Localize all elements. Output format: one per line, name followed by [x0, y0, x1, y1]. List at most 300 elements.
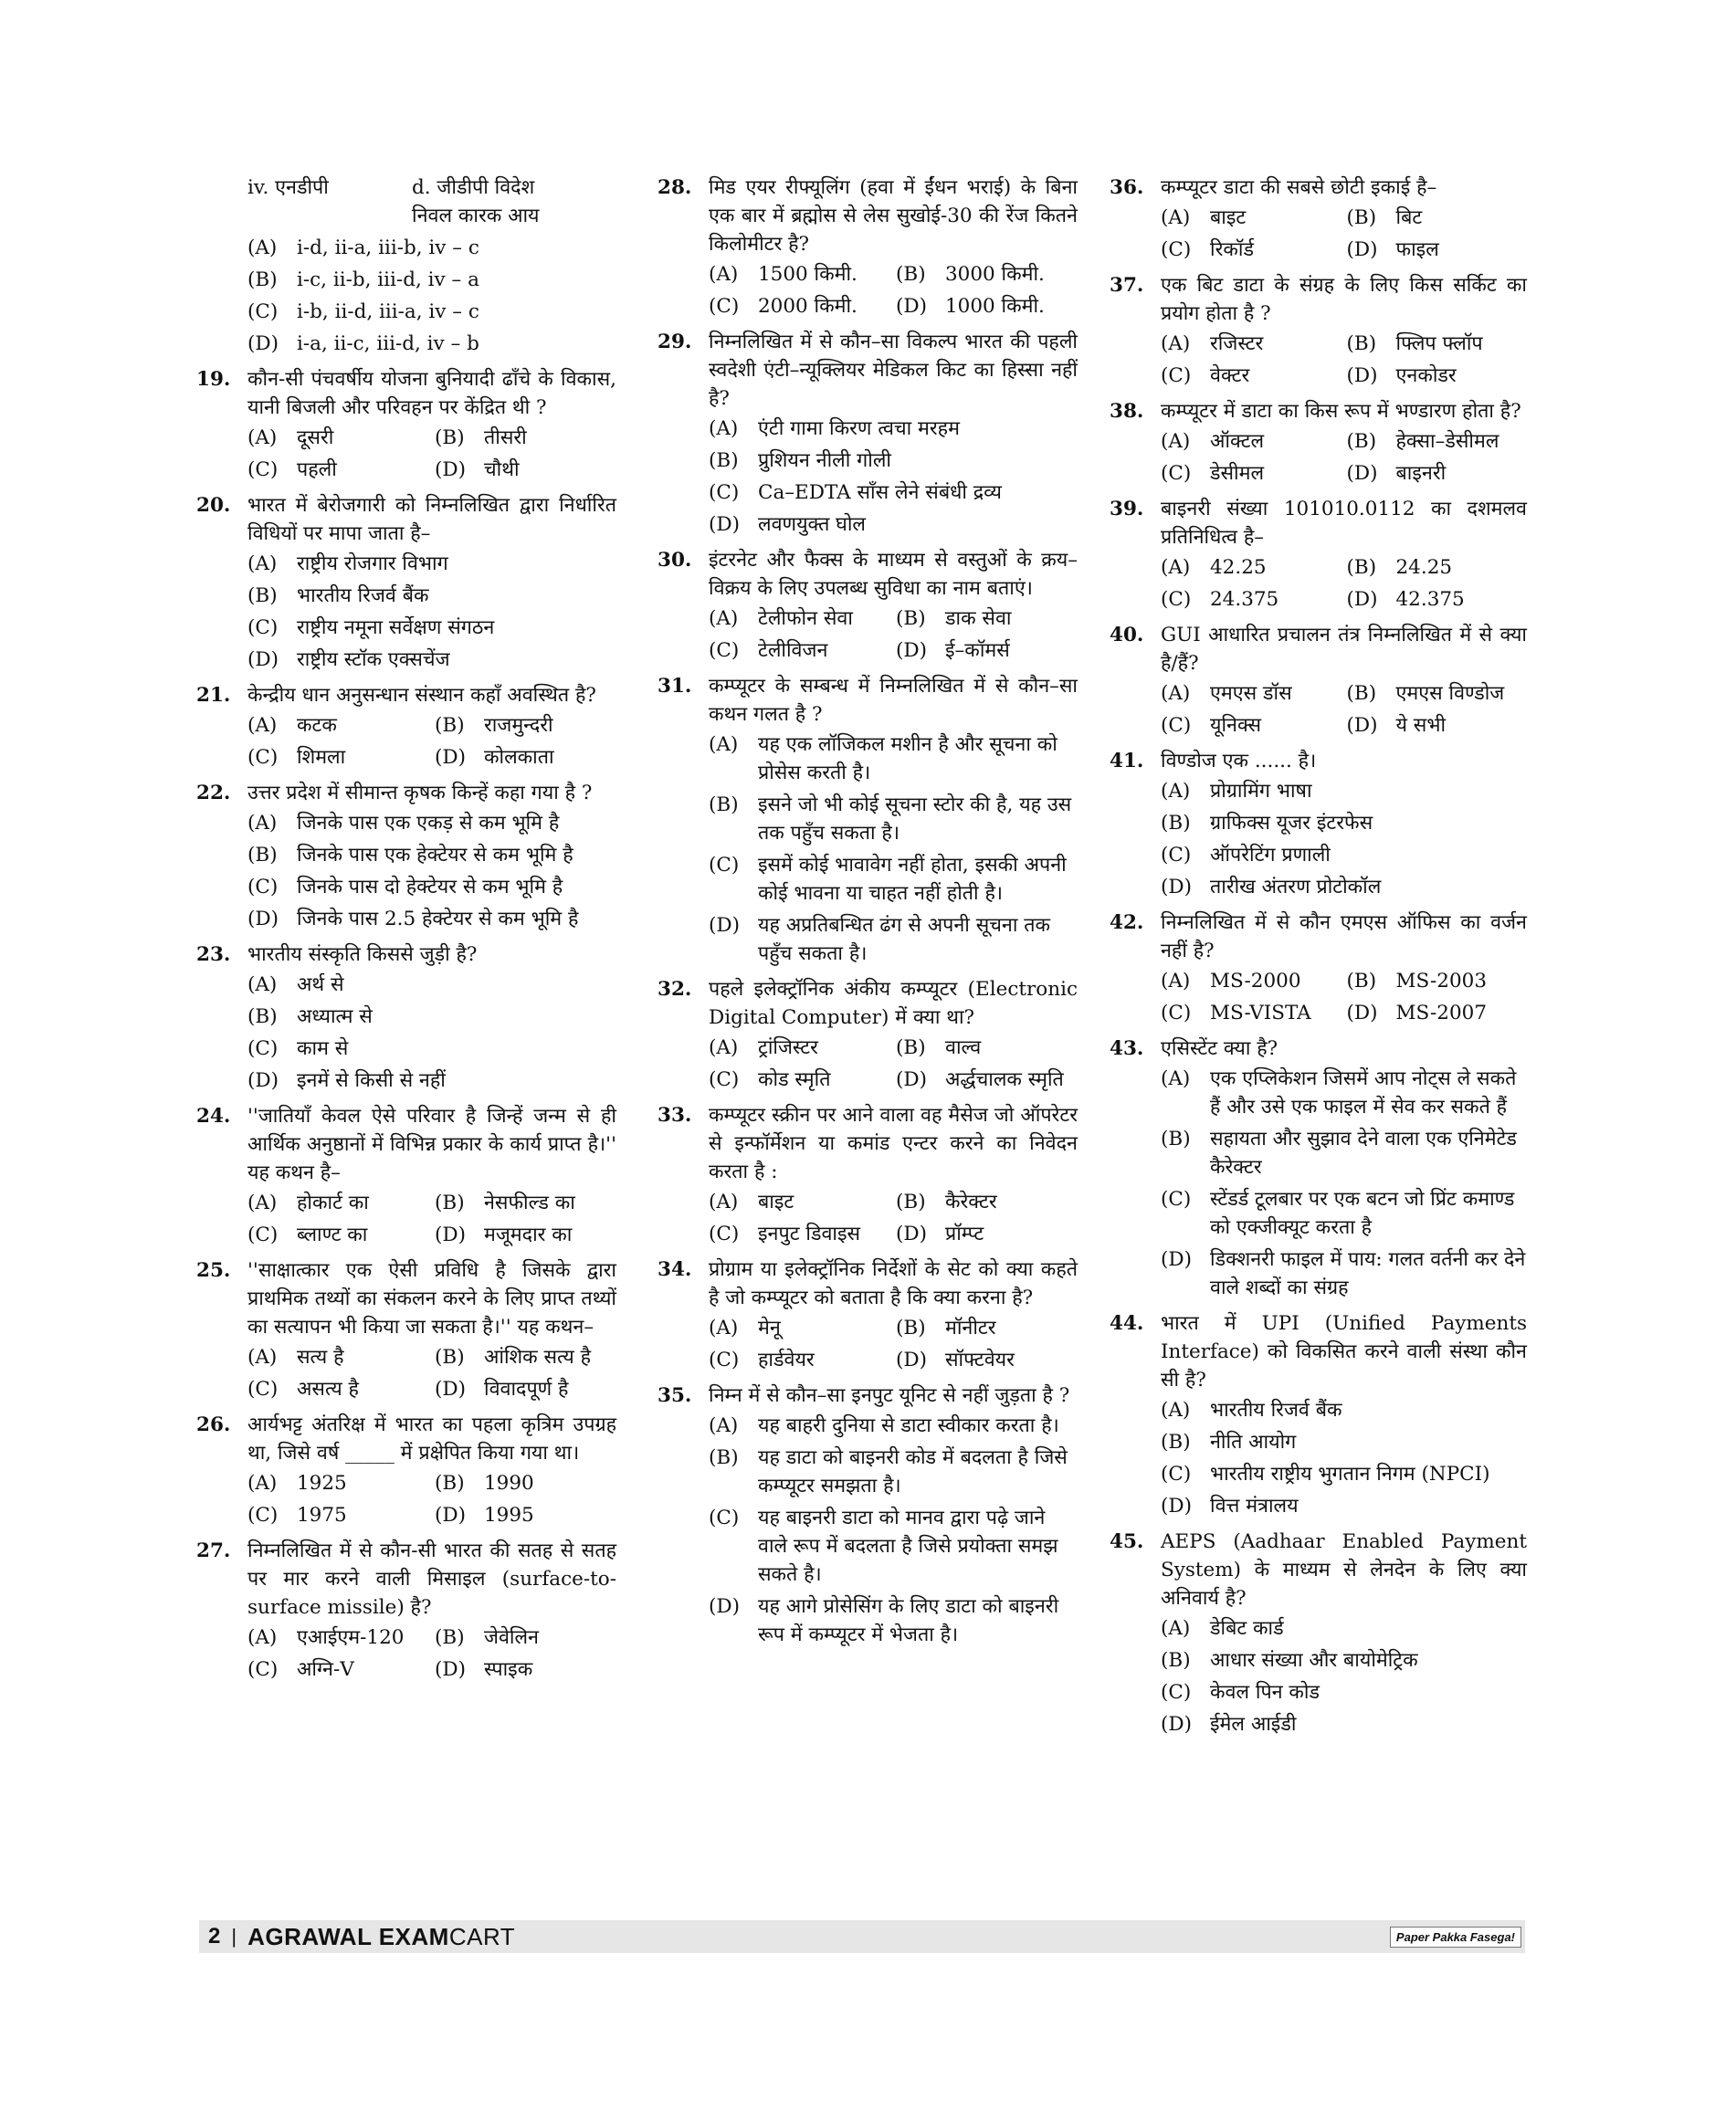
- option-label: (B): [1161, 1128, 1191, 1150]
- option: [1161, 1428, 1527, 1456]
- option-text: अर्थ से: [297, 973, 344, 996]
- options: [1161, 427, 1527, 488]
- option: [247, 809, 616, 837]
- option-text: कोड स्मृति: [758, 1068, 831, 1091]
- option-label: (A): [709, 1317, 739, 1339]
- option: [896, 1034, 1078, 1062]
- option: [247, 1343, 429, 1371]
- question-number: 21.: [196, 684, 231, 707]
- question-text: ''जातियाँ केवल ऐसे परिवार है जिन्हें जन्म से ही आर्थिक अनुष्ठानों में विभिन्न प्रकार के कार्य प्राप्त है।'' यह कथन है–: [247, 1105, 616, 1184]
- option: [247, 905, 616, 933]
- options: [709, 1412, 1078, 1649]
- option: [247, 743, 429, 772]
- option-text: Ca–EDTA साँस लेने संबंधी द्रव्य: [758, 481, 1002, 504]
- option-label: (B): [709, 449, 739, 472]
- option-label: (B): [435, 1192, 465, 1214]
- brand-bold: AGRAWAL: [247, 1922, 379, 1950]
- options: [709, 415, 1078, 539]
- option: [247, 1189, 429, 1217]
- option: [896, 1314, 1078, 1342]
- question-number: 36.: [1110, 176, 1144, 199]
- question-28: [658, 173, 1078, 320]
- question-text: भारत में बेरोजगारी को निम्नलिखित द्वारा निर्धारित विधियों पर मापा जाता है–: [247, 494, 616, 545]
- option-label: (D): [1161, 1495, 1193, 1518]
- option-label: (A): [709, 1036, 739, 1059]
- option-label: (C): [709, 1507, 740, 1529]
- option: [1347, 362, 1528, 390]
- option-label: (A): [709, 1191, 739, 1213]
- option-label: (D): [896, 1349, 928, 1371]
- option-label: (D): [896, 295, 928, 318]
- option-text: इनमें से किसी से नहीं: [297, 1069, 446, 1092]
- option-label: (B): [435, 1472, 465, 1495]
- option-text: हेक्सा–डेसीमल: [1395, 430, 1499, 453]
- option-label: (C): [247, 746, 279, 769]
- option: [435, 743, 616, 772]
- option: [1161, 999, 1341, 1027]
- question-24: [196, 1102, 616, 1249]
- option-label: (C): [247, 1224, 279, 1246]
- option-label: (C): [1161, 238, 1192, 261]
- option-label: (C): [1161, 588, 1192, 611]
- option-text: वेक्टर: [1210, 364, 1250, 387]
- question-29: [658, 328, 1078, 539]
- option-label: (B): [435, 426, 465, 449]
- option-text: शिमला: [297, 746, 346, 769]
- option: [247, 1655, 429, 1684]
- options: [709, 260, 1078, 320]
- option-label: (D): [247, 908, 279, 930]
- column-3: [1110, 173, 1527, 1746]
- option-text: पहली: [297, 458, 337, 481]
- brand-logo: [247, 1923, 515, 1951]
- q18-options: [196, 234, 616, 358]
- option: [247, 1066, 616, 1095]
- option-text: इनपुट डिवाइस: [758, 1223, 861, 1245]
- option-text: एक एप्लिकेशन जिसमें आप नोट्स ले सकते हैं और उसे एक फाइल में सेव कर सकते हैं: [1210, 1067, 1517, 1119]
- option: [247, 1221, 429, 1249]
- option-text: जिनके पास एक एकड़ से कम भूमि है: [297, 812, 560, 835]
- option-label: (B): [896, 1036, 926, 1059]
- option: [1347, 204, 1528, 232]
- option-text: 1990: [484, 1472, 534, 1495]
- options: [247, 1189, 616, 1249]
- option: [247, 873, 616, 901]
- option-label: (C): [247, 876, 279, 898]
- option-text: 1995: [484, 1504, 534, 1527]
- option-text: बाइट: [1210, 206, 1247, 229]
- option-text: राष्ट्रीय रोजगार विभाग: [297, 552, 448, 575]
- option-text: ग्राफिक्स यूजर इंटरफेस: [1210, 812, 1373, 835]
- option-label: (B): [1346, 682, 1377, 705]
- option-label: (B): [896, 263, 926, 286]
- option: [1161, 1065, 1527, 1121]
- option: [1161, 1678, 1527, 1707]
- option-text: रिकॉर्ड: [1210, 238, 1254, 261]
- option-text: होकार्ट का: [297, 1192, 369, 1214]
- option-label: (B): [709, 1446, 739, 1469]
- option-text: विवादपूर्ण है: [484, 1378, 569, 1401]
- option-text: जिनके पास दो हेक्टेयर से कम भूमि है: [297, 876, 563, 898]
- question-25: [196, 1256, 616, 1403]
- question-45: [1110, 1528, 1527, 1739]
- option-label: (C): [1161, 1188, 1192, 1211]
- option-label: (C): [709, 1349, 740, 1371]
- option-label: (D): [247, 1069, 279, 1092]
- question-number: 31.: [658, 675, 692, 698]
- options: [247, 711, 616, 772]
- option-label: (D): [435, 458, 467, 481]
- option: [709, 1346, 890, 1374]
- option-label: (C): [709, 1068, 740, 1091]
- option: [1161, 236, 1341, 264]
- option-label: (B): [896, 1317, 926, 1339]
- question-37: [1110, 271, 1527, 390]
- option-text: टेलीफोन सेवा: [758, 607, 853, 630]
- question-27: [196, 1537, 616, 1684]
- question-text: कम्प्यूटर के सम्बन्ध में निम्नलिखित में से कौन–सा कथन गलत है ?: [709, 675, 1078, 726]
- question-text: GUI आधारित प्रचालन तंत्र निम्नलिखित में से क्या है/हैं?: [1161, 624, 1527, 675]
- options: [709, 1034, 1078, 1094]
- option-label: (D): [709, 1595, 741, 1618]
- option-text: 24.25: [1395, 556, 1453, 579]
- option: [247, 1623, 429, 1652]
- option: [247, 424, 429, 452]
- option-text: वित्त मंत्रालय: [1210, 1495, 1299, 1518]
- option-text: डेबिट कार्ड: [1210, 1617, 1284, 1640]
- question-number: 39.: [1110, 498, 1144, 520]
- option: [1161, 809, 1527, 837]
- question-number: 27.: [196, 1539, 231, 1562]
- option-label: (A): [247, 1472, 278, 1495]
- option: [435, 1343, 616, 1371]
- option: [1161, 204, 1341, 232]
- option-label: (A): [1161, 332, 1191, 355]
- question-number: 24.: [196, 1105, 231, 1128]
- option-label: (A): [709, 733, 739, 756]
- option: [435, 711, 616, 740]
- option: [1161, 1245, 1527, 1302]
- option: [896, 1066, 1078, 1094]
- option: [709, 636, 890, 665]
- option-label: (C): [1161, 844, 1192, 867]
- option-label: (B): [1161, 1431, 1191, 1454]
- footer-separator: |: [231, 1925, 237, 1948]
- option: [247, 1035, 616, 1063]
- option-text: भारतीय राष्ट्रीय भुगतान निगम (NPCI): [1210, 1463, 1490, 1486]
- option-text: तीसरी: [484, 426, 527, 449]
- option-label: (A): [709, 1414, 739, 1437]
- option: [709, 260, 890, 289]
- question-26: [196, 1411, 616, 1529]
- option-text: तारीख अंतरण प्रोटोकॉल: [1210, 876, 1382, 898]
- match-continuation: [196, 173, 616, 232]
- question-text: बाइनरी संख्या 101010.0112 का दशमलव प्रतिनिधित्व है–: [1161, 498, 1527, 549]
- option: [1161, 1492, 1527, 1520]
- option-label: (B): [1161, 1649, 1191, 1672]
- option: [1347, 459, 1528, 488]
- option-label: (A): [1161, 430, 1191, 453]
- option-text: एनकोडर: [1395, 364, 1457, 387]
- option-text: डेसीमल: [1210, 462, 1265, 485]
- option-label: (A): [247, 973, 278, 996]
- option-label: (B): [435, 1346, 465, 1369]
- option-label: (D): [1346, 238, 1378, 261]
- question-32: [658, 975, 1078, 1094]
- options: [1161, 1065, 1527, 1302]
- question-text: ''साक्षात्कार एक ऐसी प्रविधि है जिसके द्वारा प्राथमिक तथ्यों का संकलन करने के लिए प्राप्त तथ्यों का सत्यापन भी किया जा सकता है।'' यह कथन–: [247, 1259, 616, 1339]
- option: [896, 636, 1078, 665]
- option-text: राष्ट्रीय स्टॉक एक्सचेंज: [297, 648, 450, 671]
- option-text: ब्लाण्ट का: [297, 1224, 368, 1246]
- option-text: जेवेलिन: [484, 1626, 539, 1649]
- option: [709, 510, 1078, 539]
- option-text: ऑपरेटिंग प्रणाली: [1210, 844, 1331, 867]
- option: [435, 1221, 616, 1249]
- question-number: 33.: [658, 1104, 692, 1127]
- option-label: (D): [1346, 364, 1378, 387]
- option-label: (B): [1346, 430, 1377, 453]
- option-label: (B): [1161, 812, 1191, 835]
- option: [247, 1469, 429, 1497]
- option-label: (C): [709, 854, 740, 877]
- option-text: इसमें कोई भावावेग नहीं होता, इसकी अपनी कोई भावना या चाहत नहीं होती है।: [758, 854, 1067, 905]
- option-text: 24.375: [1210, 588, 1279, 611]
- option-text: सत्य है: [297, 1346, 344, 1369]
- option: [435, 1189, 616, 1217]
- options: [709, 730, 1078, 968]
- option-label: (D): [435, 746, 467, 769]
- option-text: काम से: [297, 1037, 349, 1060]
- option: [709, 1034, 890, 1062]
- option: [1161, 362, 1341, 390]
- option: [709, 1188, 890, 1216]
- option: [709, 730, 1078, 787]
- question-number: 34.: [658, 1258, 692, 1281]
- option-text: 1925: [297, 1472, 347, 1495]
- option: [1161, 459, 1341, 488]
- option-text: सहायता और सुझाव देने वाला एक एनिमेटेड कैरेक्टर: [1210, 1128, 1517, 1179]
- option: [896, 1346, 1078, 1374]
- option: [1161, 330, 1341, 358]
- match-left: iv. एनडीपी: [247, 176, 329, 199]
- question-text: मिड एयर रीफ्यूलिंग (हवा में ईंधन भराई) के बिना एक बार में ब्रह्मोस से लेस सुखोई-30 की रेंज कितने किलोमीटर है?: [709, 176, 1078, 256]
- option-text: प्रुशियन नीली गोली: [758, 449, 891, 472]
- option-text: अग्नि-V: [297, 1658, 354, 1681]
- option: [1161, 841, 1527, 869]
- option: [435, 1375, 616, 1403]
- option: [1347, 553, 1528, 582]
- question-30: [658, 546, 1078, 665]
- question-text: AEPS (Aadhaar Enabled Payment System) के माध्यम से लेनदेन के लिए क्या अनिवार्य है?: [1161, 1530, 1527, 1610]
- option-text: इसने जो भी कोई सूचना स्टोर की है, यह उस तक पहुँच सकता है।: [758, 793, 1072, 845]
- option: [896, 1220, 1078, 1248]
- option-text: कैरेक्टर: [945, 1191, 997, 1213]
- option-label: (B): [709, 793, 739, 816]
- option-label: (D): [435, 1224, 467, 1246]
- option-text: ये सभी: [1395, 714, 1447, 737]
- question-number: 44.: [1110, 1312, 1144, 1335]
- option-label: (A): [247, 552, 278, 575]
- option-label: (B): [896, 1191, 926, 1213]
- question-number: 22.: [196, 782, 231, 804]
- option-text: यह आगे प्रोसेसिंग के लिए डाटा को बाइनरी रूप में कम्प्यूटर में भेजता है।: [758, 1595, 1059, 1646]
- option-label: (A): [1161, 1067, 1191, 1090]
- question-number: 20.: [196, 494, 231, 517]
- question-38: [1110, 397, 1527, 488]
- question-number: 42.: [1110, 911, 1144, 934]
- option-label: (C): [1161, 1463, 1192, 1486]
- option-text: असत्य है: [297, 1378, 359, 1401]
- question-40: [1110, 621, 1527, 740]
- option: [1161, 1125, 1527, 1182]
- option-text: 42.375: [1395, 588, 1465, 611]
- option-text: डिक्शनरी फाइल में पाय: गलत वर्तनी कर देने वाले शब्दों का संग्रह: [1210, 1248, 1526, 1299]
- option-text: यह बाहरी दुनिया से डाटा स्वीकार करता है।: [758, 1414, 1059, 1437]
- option: [1161, 1185, 1527, 1242]
- option-label: (A): [1161, 780, 1191, 803]
- option-label: (D): [1161, 876, 1193, 898]
- question-31: [658, 672, 1078, 968]
- question-39: [1110, 495, 1527, 614]
- question-text: कम्प्यूटर स्क्रीन पर आने वाला वह मैसेज जो ऑपरेटर से इन्फॉर्मेशन या कमांड एन्टर करने का निवेदन करता है :: [709, 1104, 1078, 1183]
- option: [247, 614, 616, 642]
- question-number: 45.: [1110, 1530, 1144, 1553]
- option: [896, 292, 1078, 320]
- option-text: बिट: [1395, 206, 1423, 229]
- question-text: उत्तर प्रदेश में सीमान्त कृषक किन्हें कहा गया है ?: [247, 782, 593, 804]
- option-text: एआईएम-120: [297, 1626, 405, 1649]
- option-text: अर्द्धचालक स्मृति: [945, 1068, 1064, 1091]
- option: [1347, 967, 1528, 995]
- option: [896, 1188, 1078, 1216]
- question-text: प्रोग्राम या इलेक्ट्रॉनिक निर्देशों के सेट को क्या कहते है जो कम्प्यूटर को बताता है कि क्या करना है?: [709, 1258, 1078, 1309]
- option-label: (C): [709, 1223, 740, 1245]
- option: [709, 1504, 1078, 1589]
- match-right: निवल कारक आय: [412, 205, 540, 227]
- option-text: टेलीविजन: [758, 639, 828, 662]
- option: [247, 711, 429, 740]
- question-text: भारतीय संस्कृति किससे जुड़ी है?: [247, 943, 478, 966]
- option-text: मजूमदार का: [484, 1224, 573, 1246]
- option: [709, 791, 1078, 847]
- option-text: ट्रांजिस्टर: [758, 1036, 818, 1059]
- question-number: 40.: [1110, 624, 1144, 646]
- options: [1161, 1396, 1527, 1520]
- brand-mid: EXAM: [378, 1922, 449, 1950]
- option-label: (A): [709, 263, 739, 286]
- option-label: (C): [1161, 462, 1192, 485]
- option-text: यह बाइनरी डाटा को मानव द्वारा पढ़े जाने वाले रूप में बदलता है जिसे प्रयोक्ता समझ सकते है।: [758, 1507, 1058, 1586]
- option: [247, 646, 616, 674]
- options: [247, 1343, 616, 1403]
- option-text: केवल पिन कोड: [1210, 1681, 1320, 1704]
- option-text: नीति आयोग: [1210, 1431, 1297, 1454]
- option: [1161, 967, 1341, 995]
- question-text: निम्न में से कौन–सा इनपुट यूनिट से नहीं जुड़ता है ?: [709, 1384, 1070, 1407]
- option: [709, 1444, 1078, 1500]
- option-text: यह एक लॉजिकल मशीन है और सूचना को प्रोसेस करती है।: [758, 733, 1057, 784]
- option-text: स्टेंडर्ड टूलबार पर एक बटन जो प्रिंट कमाण्ड को एक्जीक्यूट करता है: [1210, 1188, 1515, 1239]
- option: [1161, 873, 1527, 901]
- option-text: MS-2007: [1395, 1002, 1488, 1024]
- option: [709, 1314, 890, 1342]
- option-text: जिनके पास 2.5 हेक्टेयर से कम भूमि है: [297, 908, 579, 930]
- option: [709, 604, 890, 633]
- option-text: राष्ट्रीय नमूना सर्वेक्षण संगठन: [297, 616, 495, 639]
- question-22: [196, 779, 616, 933]
- option-label: (D): [435, 1504, 467, 1527]
- tagline-badge: Paper Pakka Fasega!: [1390, 1927, 1521, 1948]
- option-text: रजिस्टर: [1210, 332, 1264, 355]
- option: [709, 911, 1078, 968]
- question-41: [1110, 747, 1527, 901]
- option: [435, 456, 616, 484]
- option-text: 2000 किमी.: [758, 295, 857, 318]
- option-label: (C): [1161, 1681, 1192, 1704]
- question-text: इंटरनेट और फैक्स के माध्यम से वस्तुओं के क्रय–विक्रय के लिए उपलब्ध सुविधा का नाम बताएं।: [709, 549, 1078, 600]
- column-2: [658, 173, 1078, 1656]
- option-label: (B): [247, 844, 278, 867]
- option-label: (A): [247, 1626, 278, 1649]
- match-left: [247, 202, 412, 230]
- question-text: निम्नलिखित में से कौन-सी भारत की सतह से सतह पर मार करने वाली मिसाइल (surface-to-surface missile) है?: [247, 1539, 616, 1619]
- option: [1347, 330, 1528, 358]
- question-text: एक बिट डाटा के संग्रह के लिए किस सर्किट का प्रयोग होता है ?: [1161, 274, 1527, 325]
- option-text: आंशिक सत्य है: [484, 1346, 591, 1369]
- option: (D) i-a, ii-c, iii-d, iv – b: [247, 332, 479, 355]
- option-label: (A): [247, 1346, 278, 1369]
- options: [1161, 553, 1527, 614]
- option-label: (D): [896, 1223, 928, 1245]
- option-label: (B): [1346, 970, 1377, 993]
- options: [709, 604, 1078, 665]
- question-number: 23.: [196, 943, 231, 966]
- option-label: (A): [1161, 206, 1191, 229]
- option: [709, 1412, 1078, 1440]
- option: [1161, 711, 1341, 740]
- option-label: (A): [709, 607, 739, 630]
- option: [709, 292, 890, 320]
- option: [896, 604, 1078, 633]
- option-label: (A): [1161, 1399, 1191, 1422]
- option-text: यह डाटा को बाइनरी कोड में बदलता है जिसे कम्प्यूटर समझता है।: [758, 1446, 1068, 1497]
- option-label: (D): [247, 648, 279, 671]
- question-number: 30.: [658, 549, 692, 572]
- option-label: (B): [1346, 206, 1377, 229]
- option-text: वाल्व: [945, 1036, 982, 1059]
- option-label: (C): [247, 1504, 279, 1527]
- options: [247, 809, 616, 933]
- match-right: d. जीडीपी विदेश: [412, 176, 535, 199]
- option: [435, 424, 616, 452]
- question-36: [1110, 173, 1527, 264]
- question-text: विण्डोज एक ...... है।: [1161, 750, 1317, 772]
- option-label: (C): [247, 1378, 279, 1401]
- option-label: (C): [247, 458, 279, 481]
- option-label: (B): [1346, 332, 1377, 355]
- option-text: 3000 किमी.: [945, 263, 1045, 286]
- option-label: (D): [896, 639, 928, 662]
- option-text: भारतीय रिजर्व बैंक: [297, 584, 429, 607]
- option-text: एमएस डॉस: [1210, 682, 1292, 705]
- option: [435, 1469, 616, 1497]
- option: (A) i-d, ii-a, iii-b, iv – c: [247, 236, 479, 259]
- options: [1161, 777, 1527, 901]
- question-33: [658, 1101, 1078, 1248]
- options: [1161, 204, 1527, 264]
- option: [435, 1623, 616, 1652]
